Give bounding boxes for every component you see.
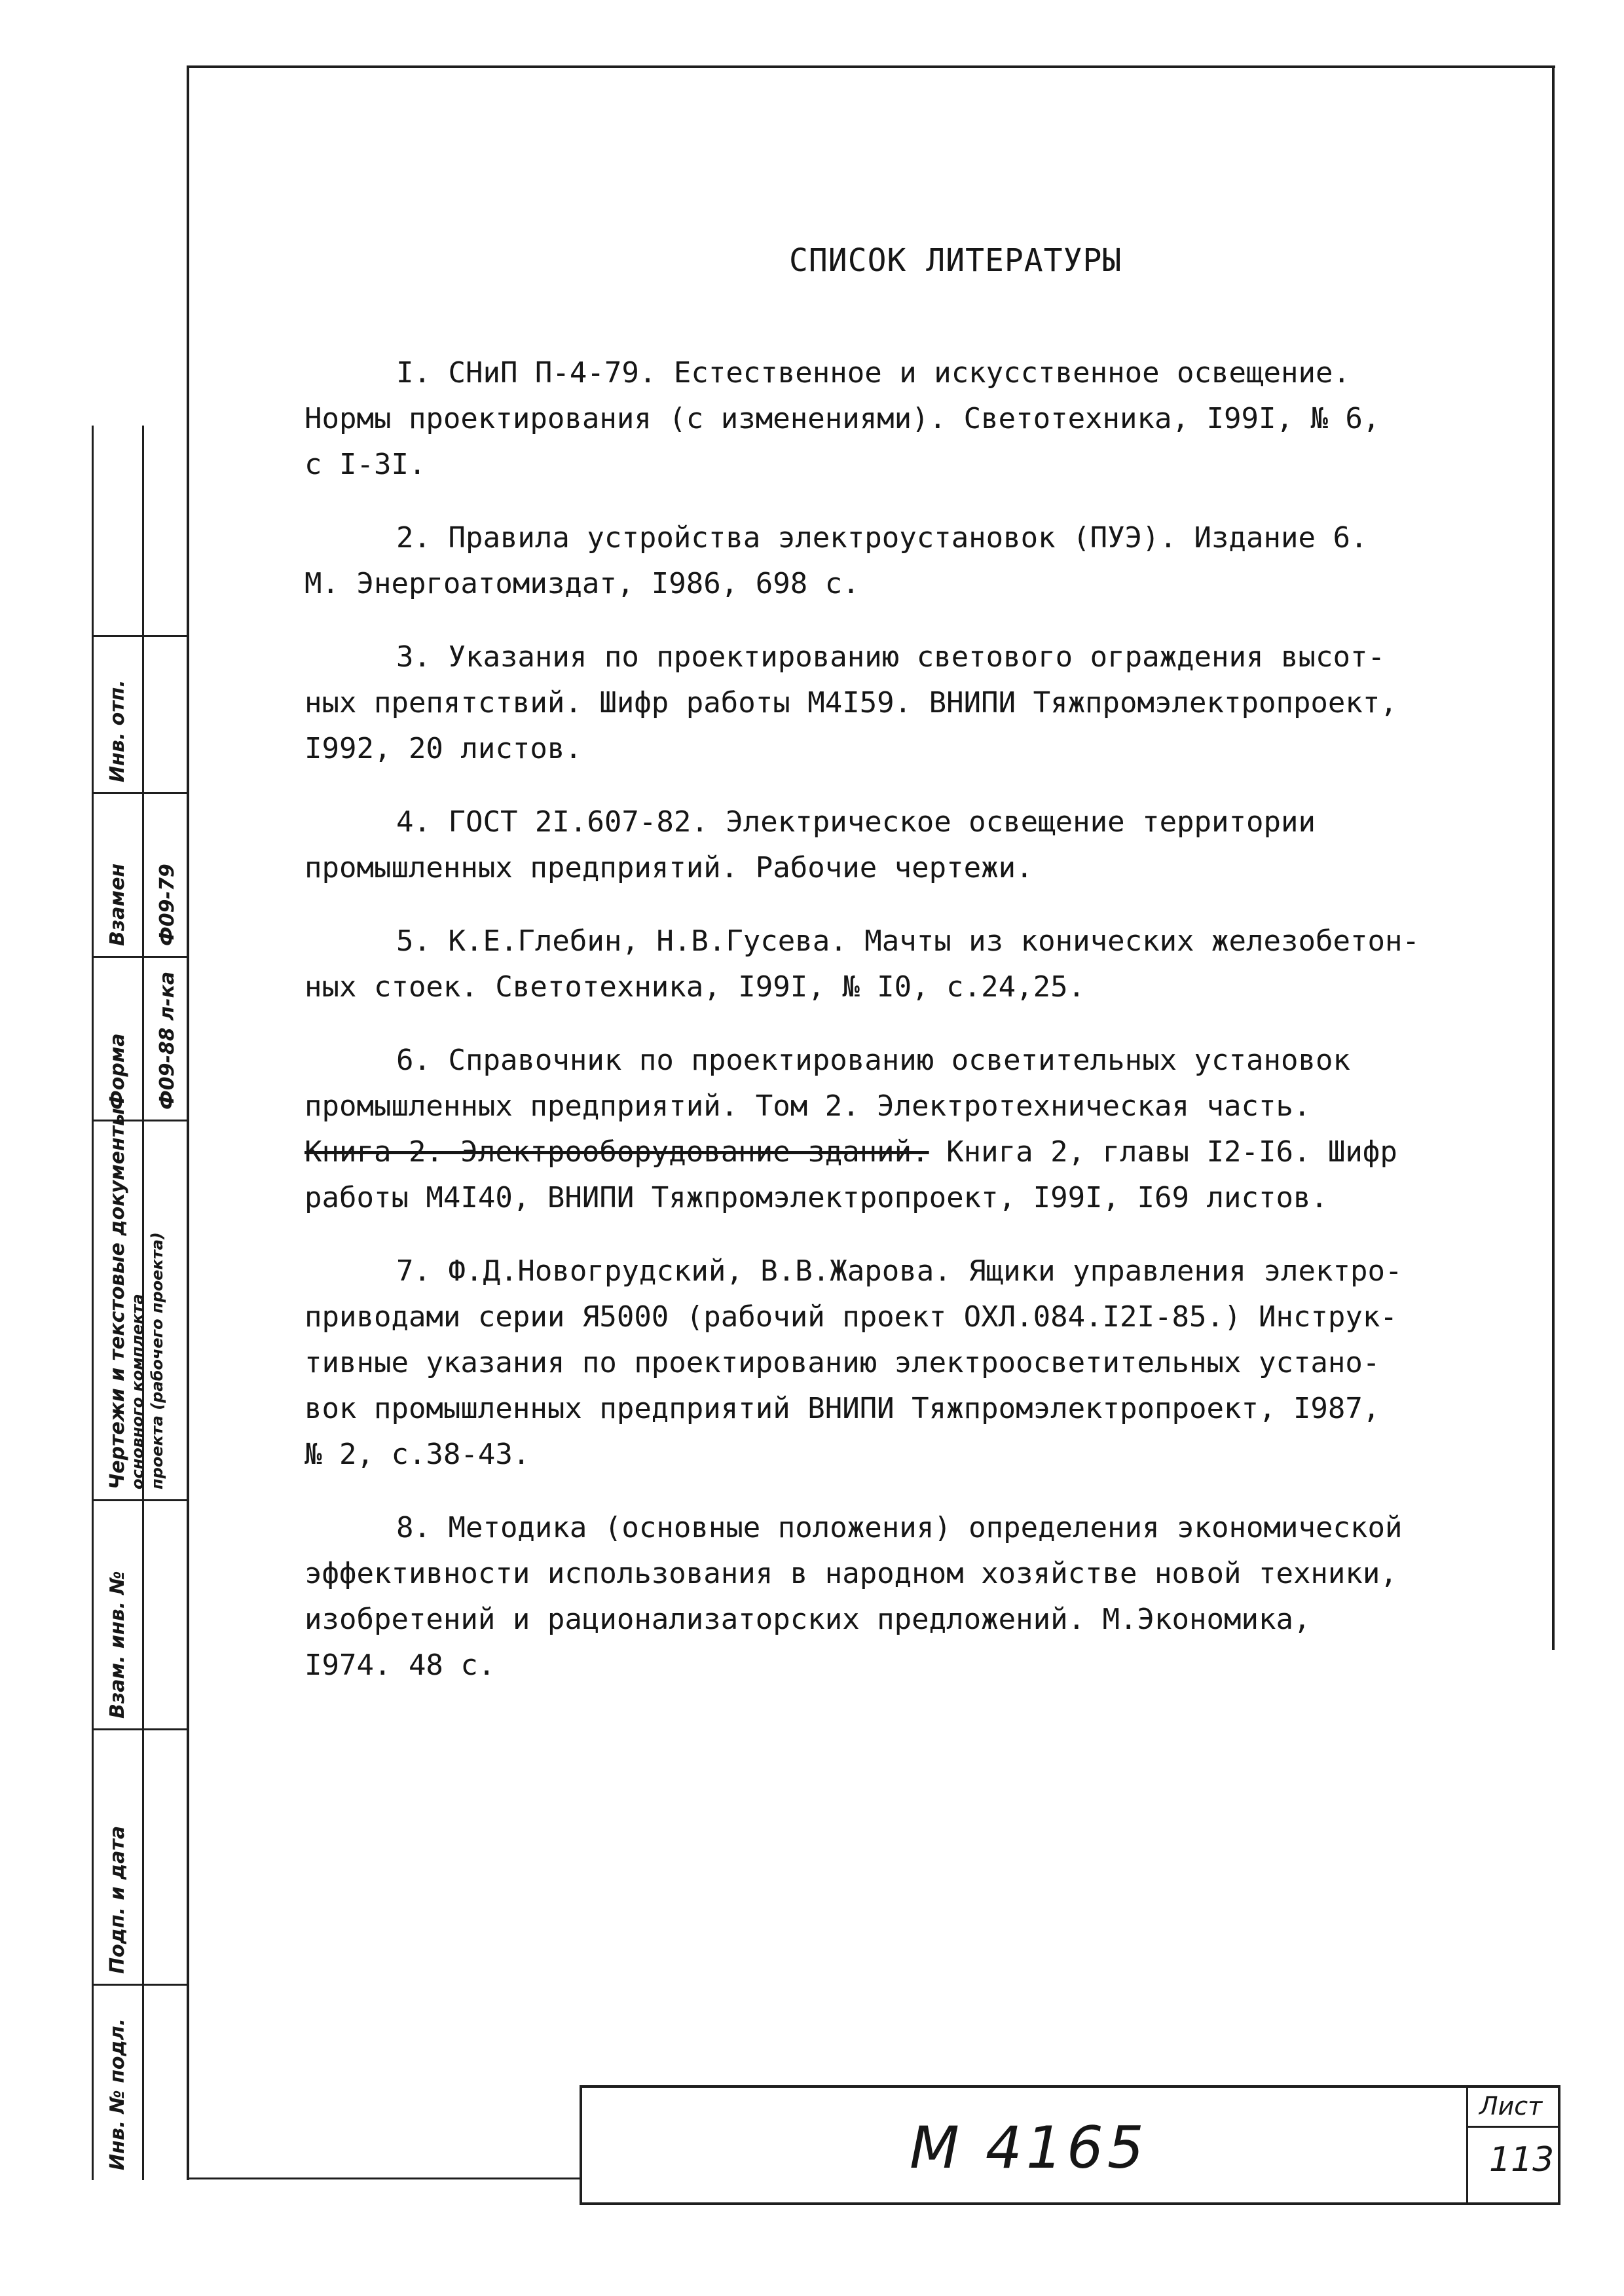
reference-item: [304, 1248, 1536, 1478]
reference-line: [304, 561, 1536, 607]
title-block: [580, 2085, 1560, 2205]
title-block-divider: [1466, 2088, 1468, 2202]
reference-text: промышленных предприятий. Том 2. Электротехническая часть.: [304, 1089, 1311, 1123]
reference-line: [304, 634, 1536, 680]
stamp-label: Инв. отп.: [106, 680, 129, 782]
side-stamp: [92, 426, 187, 2180]
stamp-sub-label: проекта (рабочего проекта): [148, 1232, 166, 1489]
title-block-sheet-line: [1466, 2126, 1558, 2128]
reference-line: [304, 1597, 1536, 1643]
reference-line: [304, 1551, 1536, 1597]
frame-right-border: [1552, 65, 1555, 1650]
reference-line: [304, 919, 1536, 964]
reference-item: [304, 1505, 1536, 1688]
reference-line: [304, 964, 1536, 1010]
reference-line: [304, 1129, 1536, 1175]
reference-text: М. Энергоатомиздат, I986, 698 с.: [304, 567, 860, 600]
reference-text: вок промышленных предприятий ВНИПИ Тяжпромэлектропроект, I987,: [304, 1392, 1380, 1425]
reference-line: [304, 396, 1536, 442]
reference-text: 7. Ф.Д.Новогрудский, В.В.Жарова. Ящики управления электро-: [396, 1254, 1403, 1288]
stamp-label: Подп. и дата: [106, 1825, 129, 1974]
reference-item: [304, 350, 1536, 488]
stamp-label: Взам. инв. №: [106, 1571, 129, 1719]
reference-item: [304, 634, 1536, 772]
reference-text: I. СНиП П-4-79. Естественное и искусственное освещение.: [396, 356, 1350, 390]
reference-text: эффективности использования в народном хозяйстве новой техники,: [304, 1557, 1397, 1590]
reference-line: [304, 1505, 1536, 1551]
sheet-number: 113: [1489, 2140, 1555, 2179]
reference-text: тивные указания по проектированию электроосветительных устано-: [304, 1346, 1380, 1379]
reference-text: Книга 2, главы I2-I6. Шифр: [929, 1135, 1397, 1169]
reference-line: [304, 799, 1536, 845]
reference-list: [304, 350, 1536, 1716]
stamp-label: Чертежи и текстовые документы: [106, 1108, 129, 1489]
reference-line: [304, 1038, 1536, 1084]
reference-text: I974. 48 с.: [304, 1649, 496, 1682]
reference-line: [304, 442, 1536, 488]
reference-text: 6. Справочник по проектированию осветительных установок: [396, 1044, 1350, 1077]
sheet-label: Лист: [1479, 2092, 1543, 2121]
reference-text: приводами серии Я5000 (рабочий проект ОХЛ.084.I2I-85.) Инструк-: [304, 1300, 1397, 1334]
reference-text: № 2, с.38-43.: [304, 1438, 530, 1471]
reference-text: промышленных предприятий. Рабочие чертежи.: [304, 851, 1033, 884]
page-title: СПИСОК ЛИТЕРАТУРЫ: [789, 242, 1122, 279]
reference-text: 5. К.Е.Глебин, Н.В.Гусева. Мачты из конических железобетон-: [396, 924, 1420, 958]
reference-line: [304, 680, 1536, 726]
document-code: М 4165: [910, 2114, 1148, 2181]
reference-text: изобретений и рационализаторских предложений. М.Экономика,: [304, 1603, 1311, 1636]
reference-item: [304, 515, 1536, 607]
reference-item: [304, 1038, 1536, 1221]
reference-line: [304, 845, 1536, 891]
reference-text: I992, 20 листов.: [304, 732, 582, 765]
reference-line: [304, 1175, 1536, 1221]
frame-top-border: [187, 65, 1555, 68]
reference-line: [304, 1084, 1536, 1129]
reference-line: [304, 350, 1536, 396]
reference-text: работы М4I40, ВНИПИ Тяжпромэлектропроект, I99I, I69 листов.: [304, 1181, 1328, 1214]
stamp-value: Ф09-79: [156, 864, 179, 946]
reference-text: ных стоек. Светотехника, I99I, № I0, с.24,25.: [304, 970, 1086, 1004]
reference-item: [304, 919, 1536, 1010]
frame-bottom-border: [187, 2178, 580, 2179]
stamp-label: Взамен: [106, 863, 129, 946]
stamp-value: Ф09-88 л-ка: [156, 971, 179, 1110]
stamp-label: Форма: [106, 1033, 129, 1110]
struck-text: Книга 2. Электрооборудование зданий.: [304, 1135, 929, 1169]
stamp-label: Инв. № подл.: [106, 2018, 129, 2170]
reference-line: [304, 1432, 1536, 1478]
reference-line: [304, 726, 1536, 772]
reference-text: 4. ГОСТ 2I.607-82. Электрическое освещение территории: [396, 805, 1316, 839]
reference-line: [304, 1386, 1536, 1432]
reference-line: [304, 515, 1536, 561]
reference-text: 8. Методика (основные положения) определения экономической: [396, 1511, 1403, 1544]
reference-line: [304, 1643, 1536, 1688]
reference-line: [304, 1340, 1536, 1386]
reference-item: [304, 799, 1536, 891]
reference-text: Нормы проектирования (с изменениями). Светотехника, I99I, № 6,: [304, 402, 1380, 435]
reference-text: 3. Указания по проектированию светового ограждения высот-: [396, 640, 1385, 674]
reference-text: с I-3I.: [304, 448, 426, 481]
reference-line: [304, 1294, 1536, 1340]
reference-text: ных препятствий. Шифр работы М4I59. ВНИПИ Тяжпромэлектропроект,: [304, 686, 1397, 720]
reference-line: [304, 1248, 1536, 1294]
reference-text: 2. Правила устройства электроустановок (ПУЭ). Издание 6.: [396, 521, 1368, 555]
stamp-sub-label: основного комплекта: [128, 1294, 147, 1489]
